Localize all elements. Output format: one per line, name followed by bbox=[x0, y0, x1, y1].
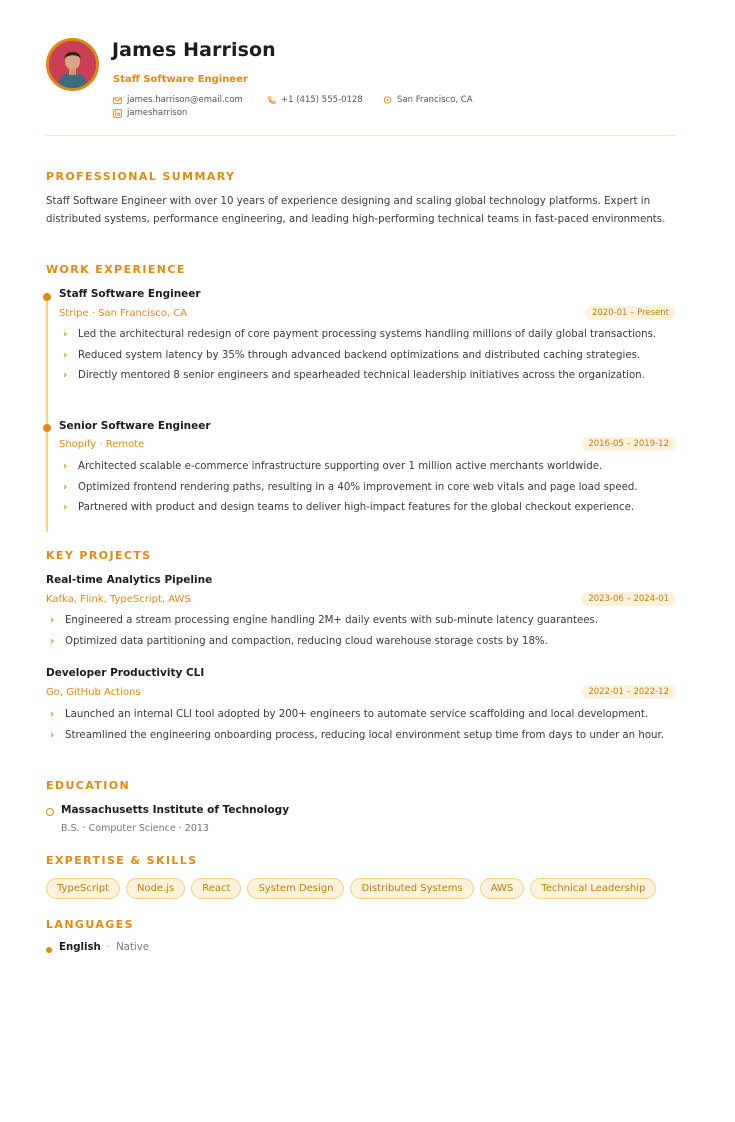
education-marker bbox=[46, 808, 54, 816]
candidate-role: Staff Software Engineer bbox=[113, 74, 248, 85]
education-heading: EDUCATION bbox=[46, 779, 131, 792]
job-dates: 2020-01 – Present bbox=[585, 306, 676, 320]
chevron-right-icon: › bbox=[63, 349, 68, 361]
person-avatar-icon bbox=[49, 41, 96, 88]
skill-chip: React bbox=[191, 878, 241, 899]
chevron-right-icon: › bbox=[50, 635, 55, 647]
projects-heading: KEY PROJECTS bbox=[46, 549, 152, 562]
chevron-right-icon: › bbox=[50, 615, 55, 626]
job-bullets bbox=[59, 326, 676, 388]
project-bullets bbox=[46, 706, 676, 747]
linkedin-text: jamesharrison bbox=[127, 108, 188, 118]
skill-chip: TypeScript bbox=[46, 878, 120, 899]
job-title: Senior Software Engineer bbox=[59, 420, 211, 432]
skill-chip: Technical Leadership bbox=[530, 878, 656, 899]
school-name: Massachusetts Institute of Technology bbox=[61, 804, 290, 816]
location-pin-icon bbox=[383, 96, 392, 105]
languages-heading: LANGUAGES bbox=[46, 918, 134, 931]
project-bullets bbox=[46, 612, 676, 653]
bullet-item: › Partnered with product and design teams to deliver high-impact features for the global checkout experience. bbox=[59, 499, 676, 517]
chevron-right-icon: › bbox=[63, 502, 68, 514]
location-contact bbox=[383, 95, 473, 105]
skills-heading: EXPERTISE & SKILLS bbox=[46, 854, 198, 867]
job-company: Shopify · Remote bbox=[59, 439, 145, 450]
skill-chip: Node.js bbox=[126, 878, 185, 899]
bullet-item: › Optimized data partitioning and compaction, reducing cloud warehouse storage costs by 18%. bbox=[46, 633, 676, 651]
degree-details: B.S. · Computer Science · 2013 bbox=[61, 823, 209, 834]
phone-text: +1 (415) 555-0128 bbox=[281, 95, 363, 105]
language-item bbox=[59, 942, 149, 953]
experience-heading: WORK EXPERIENCE bbox=[46, 263, 186, 276]
bullet-item: › Streamlined the engineering onboarding process, reducing local environment setup time from days to under an hour. bbox=[46, 727, 676, 745]
project-dates: 2022-01 – 2022-12 bbox=[581, 685, 676, 699]
project-name: Developer Productivity CLI bbox=[46, 667, 205, 679]
timeline-marker bbox=[43, 293, 51, 301]
skill-chip: AWS bbox=[480, 878, 525, 899]
summary-heading: PROFESSIONAL SUMMARY bbox=[46, 170, 236, 183]
job-company: Stripe · San Francisco, CA bbox=[59, 308, 188, 319]
linkedin-icon bbox=[113, 109, 122, 118]
project-name: Real-time Analytics Pipeline bbox=[46, 574, 213, 586]
mail-icon bbox=[113, 96, 122, 105]
chevron-right-icon: › bbox=[50, 709, 55, 720]
project-stack: Go, GitHub Actions bbox=[46, 687, 141, 698]
bullet-item: › Launched an internal CLI tool adopted by 200+ engineers to automate service scaffolding and local development. bbox=[46, 706, 676, 724]
timeline-marker bbox=[43, 424, 51, 432]
chevron-right-icon: › bbox=[63, 329, 68, 340]
linkedin-contact[interactable] bbox=[113, 108, 187, 118]
profile-photo bbox=[46, 38, 99, 91]
phone-contact[interactable] bbox=[267, 95, 363, 105]
email-text: james.harrison@email.com bbox=[127, 95, 243, 105]
bullet-item: › Architected scalable e-commerce infrastructure supporting over 1 million active merchants worldwide. bbox=[59, 458, 676, 476]
summary-text: Staff Software Engineer with over 10 years of experience designing and scaling global technology platforms. Expert in distributed systems, performance engineering, and leading high-performing technical teams in fast-paced environments. bbox=[46, 196, 666, 225]
bullet-item: › Optimized frontend rendering paths, resulting in a 40% improvement in core web vitals and page load speed. bbox=[59, 479, 676, 497]
bullet-item: › Engineered a stream processing engine handling 2M+ daily events with sub-minute latency guarantees. bbox=[46, 612, 676, 630]
job-title: Staff Software Engineer bbox=[59, 288, 201, 300]
language-marker bbox=[46, 947, 52, 953]
chevron-right-icon: › bbox=[50, 729, 55, 741]
skill-chip: Distributed Systems bbox=[350, 878, 473, 899]
contact-separator: · bbox=[366, 95, 369, 104]
chevron-right-icon: › bbox=[63, 481, 68, 493]
project-stack: Kafka, Flink, TypeScript, AWS bbox=[46, 594, 191, 605]
bullet-item: › Reduced system latency by 35% through advanced backend optimizations and distributed caching strategies. bbox=[59, 347, 676, 365]
phone-icon bbox=[267, 96, 276, 105]
bullet-item: › Led the architectural redesign of core payment processing systems handling millions of daily global transactions. bbox=[59, 326, 676, 344]
skills-list bbox=[46, 878, 656, 899]
resume-header bbox=[46, 38, 676, 136]
language-level: Native bbox=[116, 942, 150, 953]
project-dates: 2023-06 – 2024-01 bbox=[581, 592, 676, 606]
location-text: San Francisco, CA bbox=[397, 95, 473, 105]
chevron-right-icon: › bbox=[63, 461, 68, 472]
job-bullets bbox=[59, 458, 676, 520]
bullet-item: › Directly mentored 8 senior engineers and spearheaded technical leadership initiatives across the organization. bbox=[59, 367, 676, 385]
contact-separator: · bbox=[250, 95, 253, 104]
job-dates: 2016-05 – 2019-12 bbox=[581, 437, 676, 451]
experience-timeline bbox=[46, 296, 48, 532]
candidate-name: James Harrison bbox=[112, 39, 276, 61]
skill-chip: System Design bbox=[247, 878, 344, 899]
language-separator: · bbox=[106, 942, 111, 953]
email-contact[interactable] bbox=[113, 95, 243, 105]
language-name: English bbox=[59, 942, 101, 953]
chevron-right-icon: › bbox=[63, 370, 68, 382]
